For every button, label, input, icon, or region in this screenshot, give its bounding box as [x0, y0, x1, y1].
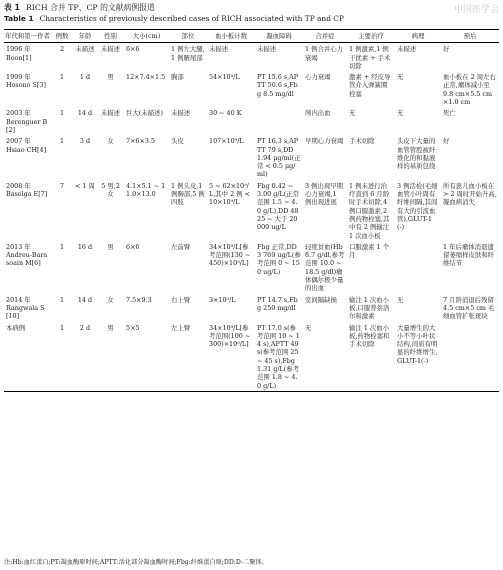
- table-cell: 胸部: [171, 73, 184, 82]
- table-cell: 大量增生的大小不等小叶状结构,间质有明显的纤维增生,GLUT-1(-): [395, 322, 441, 392]
- table-cell: 未描述: [75, 45, 95, 54]
- table-cell: 2013 年 Andreu-Barasoain M[6]: [6, 242, 48, 268]
- table-cell: 室间隔缺损: [305, 295, 337, 304]
- column-header: 性别: [97, 30, 124, 43]
- table-cell: 16 d: [77, 242, 93, 251]
- table-cell: 颅内出血: [305, 109, 331, 118]
- table-row: [4, 322, 499, 392]
- table-cell: 7×6×3.5: [126, 137, 156, 146]
- column-header: 大小(cm): [124, 30, 169, 43]
- table-cell: 12×7.4×1.5: [126, 73, 166, 82]
- table-cell: 5 ~ 62×10⁹/L,其中 2 例 < 10×10⁹/L: [209, 181, 250, 207]
- column-header: 血小板计数: [207, 30, 255, 43]
- table-cell: 激素 + 经皮导管介入弹簧圈栓塞: [349, 73, 391, 98]
- table-cell: 1 例激素,1 例干扰素 + 手术切除: [349, 45, 391, 70]
- table-caption-cn: [4, 3, 499, 13]
- table-cell: 1 d: [79, 73, 91, 82]
- table-cell: 好: [443, 137, 450, 146]
- table-cell: 1: [59, 137, 65, 146]
- table-cell: 无: [397, 295, 404, 304]
- table-cell: < 1 周: [75, 181, 95, 190]
- table-cell: 1 例未进行治疗直到 6 月龄时手术切除,4 例口服激素,2 例药物栓塞,其中有 2 例输注 1 次血小板: [349, 181, 390, 240]
- column-header: 部位: [169, 30, 207, 43]
- table-cell: 心力衰竭: [305, 73, 331, 82]
- table-row: [4, 43, 499, 71]
- table-cell: 2: [59, 45, 65, 54]
- table-cell: 左上臂: [169, 322, 207, 392]
- table-cell: 1996 年 Boon[1]: [6, 45, 32, 62]
- table-cell: 1999 年 Hosono S[3]: [6, 73, 46, 90]
- column-header: 合并症: [303, 30, 347, 43]
- caption-label-en: Table 1: [4, 14, 34, 23]
- table-cell: 1: [59, 242, 65, 251]
- table-cell: 2 d: [73, 322, 97, 392]
- watermark-logo: 中国医学会: [453, 5, 499, 15]
- table-footnote: 注:Hb:血红蛋白;PT:凝血酶原时间;APTT:活化部分凝血酶时间;Fbg:纤维蛋白原;DD:D-二聚体。: [4, 559, 268, 566]
- table-cell: 女: [107, 137, 114, 146]
- table-cell: [395, 241, 441, 294]
- table-cell: 4.1×5.1 ~ 11.0×13.0: [126, 181, 166, 199]
- table-cell: 7.5×9.3: [126, 295, 152, 304]
- table-cell: 34×10⁹/L[参考范围(100 ~ 300)×10⁹/L]: [207, 322, 255, 392]
- table-cell: 1: [59, 73, 65, 82]
- table-cell: 3×10⁹/L: [209, 295, 236, 304]
- table-cell: 男: [107, 73, 114, 82]
- column-header: 预后: [441, 30, 499, 43]
- table-cell: 轻度贫血(Hb 8.7 g/dl,参考范围 10.0 ~ 18.5 g/dl)瘤体偶尔极少量的出血: [305, 242, 345, 293]
- caption-label-cn: 表 1: [4, 3, 20, 12]
- table-cell: 7 月龄消退后残留 4.5 cm×5 cm 毛细血管扩张斑块: [443, 295, 495, 321]
- table-cell: Fbg 正常,DD 3 769 ug/L(参考范围 0 ~ 150 ug/L): [257, 242, 301, 276]
- table-cell: 未描述: [257, 45, 277, 54]
- table-cell: 1: [59, 295, 65, 304]
- table-cell: 早期心力衰竭: [305, 137, 344, 146]
- table-cell: 1: [51, 322, 73, 392]
- table-cell: Fbg 0.42 ~ 3.00 g/L(正常范围 1.5 ~ 4.0 g/L),DD 4825 ~ 大于 20000 ug/L: [257, 181, 300, 232]
- table-cell: 无: [397, 109, 404, 118]
- caption-text-en: Characteristics of previously described cases of RICH associated with TP and CP: [39, 14, 344, 23]
- table-row: [4, 107, 499, 135]
- table-cell: 107×10⁹/L: [209, 137, 244, 146]
- table-cell: 5 男,2 女: [101, 181, 120, 199]
- table-cell: 6×6: [126, 242, 140, 251]
- table-cell: 未描述: [100, 45, 121, 54]
- table-cell: 未描述: [100, 109, 121, 118]
- table-cell: 3 例活检(毛细血管小叶周有纤维间隔,其间有大的引流血管),GLUT-1(-): [397, 181, 438, 232]
- table-row: [4, 241, 499, 294]
- table-cell: 输注 1 次血小板,药物栓塞和手术切除: [347, 322, 395, 392]
- table-cell: 2008 年 Baselga E[7]: [6, 181, 48, 199]
- table-cell: PT 16.3 s,APTT 79 s,DD 1.94 μg/ml(正常 < 0.5 μg/ml): [257, 137, 301, 179]
- table-cell: 30 ~ 40 K: [209, 109, 242, 118]
- table-cell: 手术切除: [349, 137, 375, 146]
- table-cell: 1 例合并心力衰竭: [305, 45, 344, 62]
- caption-text-cn: RICH 合并 TP、CP 的文献病例报道: [25, 3, 155, 12]
- table-cell: 54×10⁹/L: [209, 73, 240, 82]
- table-cell: 14 d: [77, 295, 93, 304]
- table-cell: 2014 年 Rangwala S[10]: [6, 295, 45, 321]
- table-cell: 6×6: [126, 45, 140, 54]
- table-cell: 好: [443, 45, 450, 54]
- column-header: 例数: [51, 30, 73, 43]
- table-cell: 头皮: [171, 137, 184, 146]
- column-header: 病理: [395, 30, 441, 43]
- table-cell: 未描述: [397, 45, 417, 54]
- table-cell: 男: [107, 242, 114, 251]
- column-header: 主要治疗: [347, 30, 395, 43]
- table-cell: 无: [349, 109, 356, 118]
- table-cell: 14 d: [77, 109, 93, 118]
- table-cell: 左前臂: [171, 242, 191, 251]
- column-header: 年代和第一作者: [4, 30, 51, 43]
- table-cell: 3 d: [79, 137, 91, 146]
- table-cell: 男: [97, 322, 124, 392]
- table-cell: 1 例左大腿,1 例腋尾部: [171, 45, 205, 62]
- table-cell: 输注 1 次血小板,口服普萘洛尔和激素: [349, 295, 390, 321]
- table-cell: 1: [59, 109, 65, 118]
- table-row: [4, 180, 499, 241]
- table-cell: 2007 年 Hsiao CH[4]: [6, 137, 47, 154]
- column-header: 凝血障碍: [255, 30, 303, 43]
- table-cell: [441, 322, 499, 392]
- table-cell: 本病例: [4, 322, 51, 392]
- table-body: [4, 43, 499, 392]
- table-row: [4, 71, 499, 107]
- table-cell: 1 例头皮,1 例胸部,5 例四肢: [171, 181, 205, 207]
- table-row: [4, 135, 499, 179]
- table-cell: PT 15.6 s,APTT 50.6 s,Fbg 8.5 mg/dl: [257, 73, 299, 98]
- table-cell: 5×5: [124, 322, 169, 392]
- table-cell: 34×10⁹/L[参考范围(130 ~ 450)×10⁹/L]: [209, 242, 251, 268]
- table-cell: 未描述: [171, 109, 191, 118]
- table-cell: 女: [107, 295, 114, 304]
- table-cell: [255, 107, 303, 135]
- table-cell: 无: [397, 73, 404, 82]
- table-cell: PT 17.0 s(参考范围 10 ~ 14 s),APTT 49 s(参考范围 25 ~ 45 s),Fbg 1.31 g/L(参考范围 1.8 ~ 4.0 g/L): [255, 322, 303, 392]
- table-cell: PT 14.7 s,Fbg 250 mg/dl: [257, 295, 298, 312]
- table-cell: 所有患儿血小板在 > 2 周时开始升高,凝血病消失: [443, 181, 497, 207]
- table-caption-en: [4, 14, 499, 24]
- table-cell: 7: [59, 181, 65, 190]
- table-row: [4, 294, 499, 322]
- table-cell: 右上臂: [171, 295, 191, 304]
- table-cell: 无: [303, 322, 347, 392]
- table-cell: 2003 年 Berenguer B[2]: [6, 109, 48, 134]
- table-cell: 口服激素 1 个月: [349, 242, 390, 260]
- table-cell: 巨大(未描述): [126, 109, 163, 118]
- column-header: 年龄: [73, 30, 97, 43]
- table-cell: 血小板在 2 周左右正常,瘤体减小至 9.8 cm×5.5 cm×1.0 cm: [443, 73, 496, 107]
- table-cell: 3 例出现早期心力衰竭,1 例出现进展: [305, 181, 344, 207]
- header-row: [4, 30, 499, 43]
- table-cell: 未描述: [209, 45, 229, 54]
- case-report-table: [4, 29, 499, 392]
- table-cell: 头皮下大量的血管管腔被纤维化的和黏液样的基质包绕: [397, 137, 436, 171]
- table-cell: 死亡: [443, 109, 456, 118]
- table-cell: 1 年后瘤体消退遗留萎缩样皮肤和纤维结节: [443, 242, 495, 268]
